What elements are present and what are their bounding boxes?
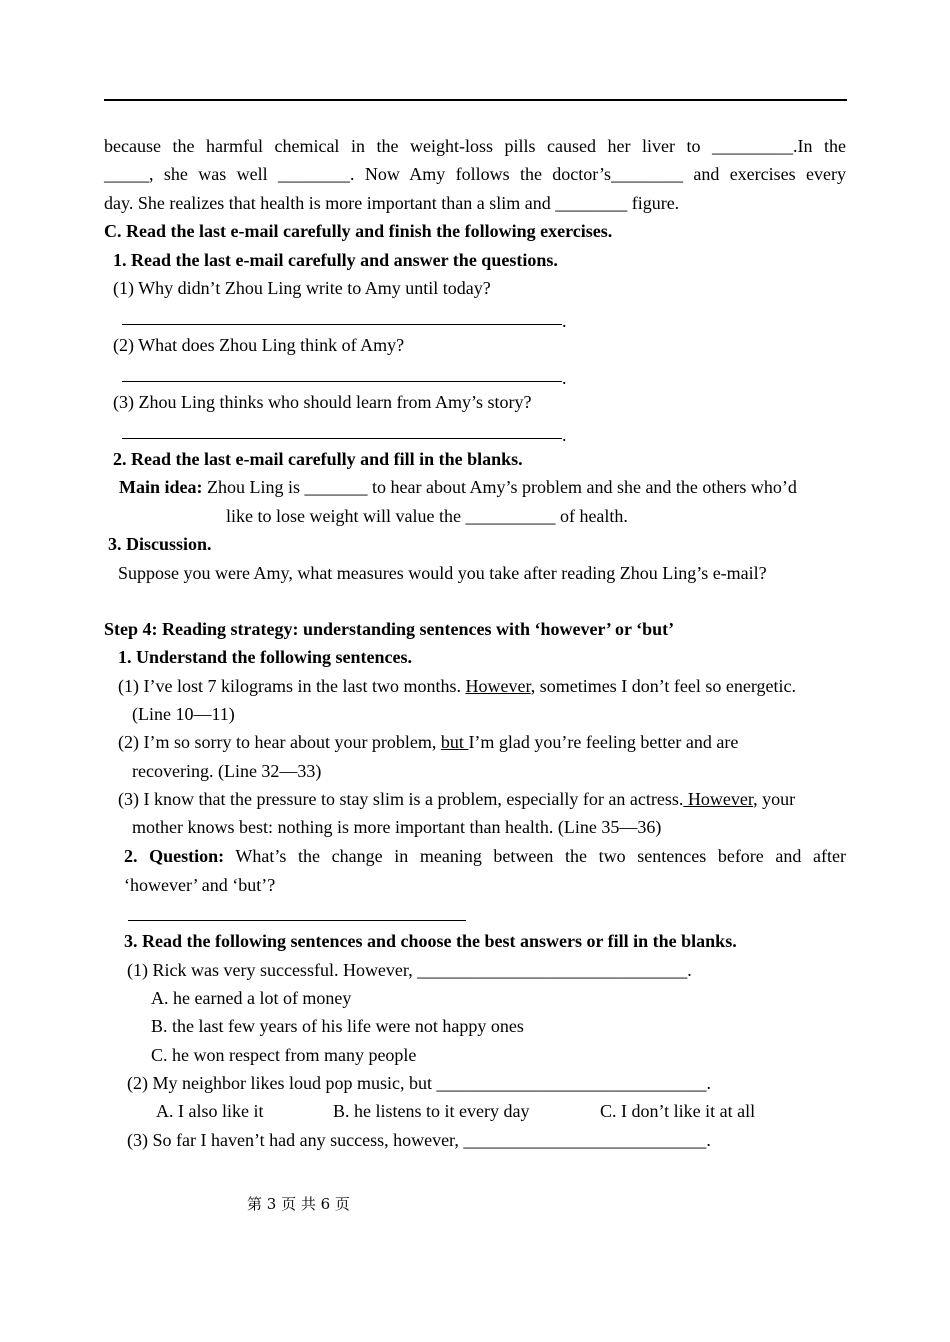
- answer-dot: .: [562, 425, 567, 445]
- exercise-2-option-b[interactable]: B. he listens to it every day: [333, 1101, 530, 1121]
- step-4-heading: Step 4: Reading strategy: understanding sentences with ‘however’ or ‘but’: [104, 619, 675, 639]
- but-keyword: but: [440, 732, 469, 752]
- answer-dot: .: [562, 311, 567, 331]
- exercise-2-option-c[interactable]: C. I don’t like it at all: [600, 1101, 756, 1121]
- step-4-3-heading: 3. Read the following sentences and choose the best answers or fill in the blanks.: [124, 931, 737, 951]
- sentence-1: [118, 674, 796, 698]
- main-idea-line-1: [119, 475, 797, 499]
- exercise-3: (3) So far I haven’t had any success, however, ___________________________.: [127, 1130, 711, 1150]
- passage-line-2: _____, she was well ________. Now Amy follows the doctor’s________ and exercises every: [104, 164, 846, 184]
- question-2-heading: 2. Read the last e-mail carefully and fill in the blanks.: [113, 449, 523, 469]
- sentence-2-line-ref: recovering. (Line 32—33): [132, 761, 322, 781]
- section-c-heading: C. Read the last e-mail carefully and finish the following exercises.: [104, 221, 613, 241]
- sentence-3-rest: , your: [753, 789, 796, 809]
- question-1-3: (3) Zhou Ling thinks who should learn from Amy’s story?: [113, 392, 532, 412]
- main-idea-label: Main idea:: [119, 477, 203, 497]
- sentence-3-line-ref: mother knows best: nothing is more important than health. (Line 35—36): [132, 817, 662, 837]
- however-keyword: However: [465, 676, 531, 696]
- step-4-1-heading: 1. Understand the following sentences.: [118, 647, 413, 667]
- question-1-2: (2) What does Zhou Ling think of Amy?: [113, 335, 405, 355]
- answer-line-1-3[interactable]: [122, 438, 562, 439]
- exercise-1: (1) Rick was very successful. However, ______________________________.: [127, 960, 692, 980]
- answer-line-q2[interactable]: [128, 920, 466, 921]
- sentence-2: [118, 730, 738, 754]
- exercise-2: (2) My neighbor likes loud pop music, but ______________________________.: [127, 1073, 711, 1093]
- sentence-1-text: (1) I’ve lost 7 kilograms in the last two months.: [118, 676, 466, 696]
- main-idea-line-2: like to lose weight will value the __________ of health.: [226, 506, 628, 526]
- question-1-1: (1) Why didn’t Zhou Ling write to Amy until today?: [113, 278, 491, 298]
- sentence-1-line-ref: (Line 10—11): [132, 704, 235, 724]
- exercise-1-option-c[interactable]: C. he won respect from many people: [151, 1045, 417, 1065]
- sentence-3-text: (3) I know that the pressure to stay slim is a problem, especially for an actress.: [118, 789, 684, 809]
- question-1-heading: 1. Read the last e-mail carefully and answer the questions.: [113, 250, 558, 270]
- sentence-1-rest: , sometimes I don’t feel so energetic.: [530, 676, 796, 696]
- sentence-2-rest: I’m glad you’re feeling better and are: [468, 732, 739, 752]
- question-2-line-1: [124, 844, 846, 868]
- sentence-2-text: (2) I’m so sorry to hear about your problem,: [118, 732, 441, 752]
- passage-line-3: day. She realizes that health is more important than a slim and ________ figure.: [104, 193, 680, 213]
- question-2-label: 2. Question:: [124, 846, 225, 866]
- answer-dot: .: [562, 368, 567, 388]
- header-rule: [104, 99, 847, 101]
- answer-line-1-2[interactable]: [122, 381, 562, 382]
- exercise-2-option-a[interactable]: A. I also like it: [156, 1101, 264, 1121]
- question-3-heading: 3. Discussion.: [108, 534, 212, 554]
- however-keyword: However: [683, 789, 754, 809]
- discussion-text: Suppose you were Amy, what measures would you take after reading Zhou Ling’s e-mail?: [118, 563, 767, 583]
- answer-line-1-1[interactable]: [122, 324, 562, 325]
- page-number: 第 3 页 共 6 页: [247, 1195, 350, 1213]
- sentence-3: [118, 787, 795, 811]
- passage-line-1: because the harmful chemical in the weight-loss pills caused her liver to _________.In the: [104, 136, 846, 156]
- exercise-1-option-b[interactable]: B. the last few years of his life were not happy ones: [151, 1016, 524, 1036]
- main-idea-text: Zhou Ling is _______ to hear about Amy’s problem and she and the others who’d: [202, 477, 797, 497]
- exercise-1-option-a[interactable]: A. he earned a lot of money: [151, 988, 352, 1008]
- question-2-text: What’s the change in meaning between the two sentences before and after: [224, 846, 846, 866]
- question-2-line-2: ‘however’ and ‘but’?: [124, 875, 276, 895]
